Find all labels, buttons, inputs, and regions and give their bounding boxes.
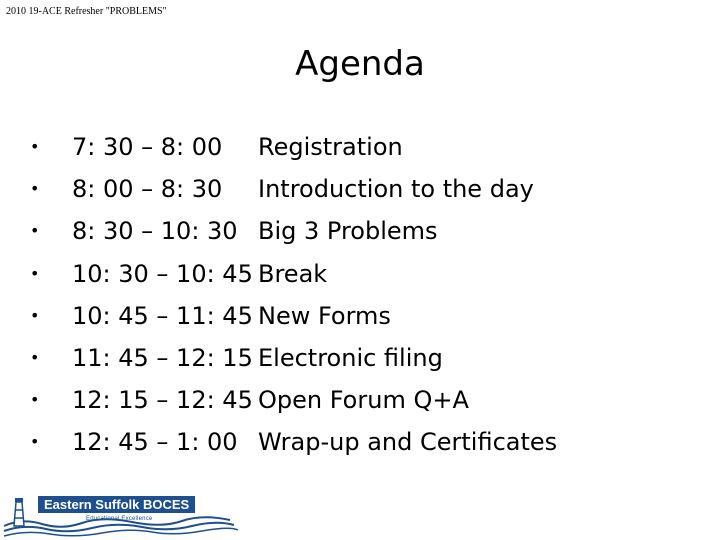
agenda-item [28, 295, 708, 337]
agenda-activity: Wrap-up and Certificates [258, 428, 558, 457]
agenda-list [28, 126, 708, 464]
eastern-suffolk-boces-logo [2, 496, 242, 540]
bullet-icon: • [30, 263, 40, 283]
agenda-activity: Open Forum Q+A [258, 386, 469, 415]
agenda-item [28, 421, 708, 463]
agenda-time: 10: 45 – 11: 45 [72, 301, 253, 330]
agenda-activity: Break [258, 259, 328, 288]
agenda-item [28, 210, 708, 252]
agenda-activity: Registration [258, 133, 403, 161]
agenda-time: 12: 45 – 1: 00 [72, 428, 238, 457]
agenda-activity: Introduction to the day [258, 175, 534, 204]
slide-title-text: Agenda [295, 44, 425, 84]
bullet-icon: • [30, 390, 40, 410]
agenda-activity: Electronic filing [258, 343, 443, 372]
agenda-activity: New Forms [258, 301, 391, 330]
agenda-item [28, 337, 708, 379]
logo-tagline: Educational Excellence [86, 516, 153, 522]
agenda-time: 12: 15 – 12: 45 [72, 386, 253, 415]
agenda-item [28, 168, 708, 210]
bullet-icon: • [30, 305, 40, 325]
bullet-icon: • [30, 179, 40, 199]
agenda-time: 11: 45 – 12: 15 [72, 343, 253, 372]
bullet-icon: • [30, 432, 40, 452]
agenda-time: 8: 30 – 10: 30 [72, 217, 238, 246]
logo-wordmark: Eastern Suffolk BOCES [38, 496, 195, 513]
agenda-item [28, 253, 708, 295]
agenda-time: 10: 30 – 10: 45 [72, 259, 253, 288]
bullet-icon: • [30, 221, 40, 241]
agenda-time: 7: 30 – 8: 00 [72, 133, 223, 161]
agenda-item [28, 379, 708, 421]
bullet-icon: • [30, 347, 40, 367]
agenda-item [28, 126, 708, 168]
agenda-time: 8: 00 – 8: 30 [72, 175, 223, 204]
bullet-icon: • [30, 137, 40, 156]
header-note: 2010 19-ACE Refresher "PROBLEMS" [6, 6, 167, 17]
slide-title [0, 44, 720, 84]
agenda-activity: Big 3 Problems [258, 217, 438, 246]
